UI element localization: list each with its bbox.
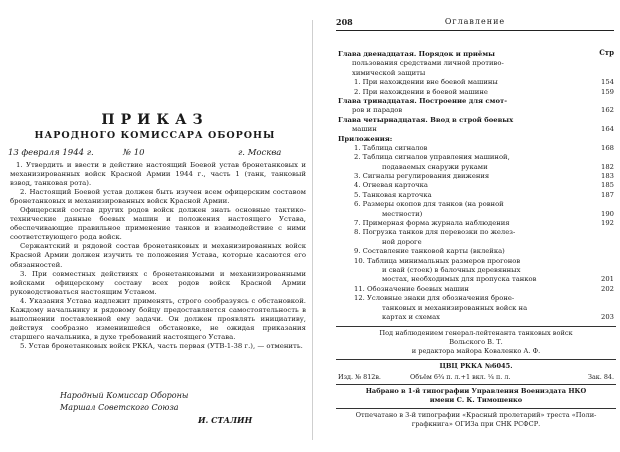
order-subtitle: НАРОДНОГО КОМИССАРА ОБОРОНЫ	[34, 130, 276, 141]
toc-entry	[338, 266, 614, 275]
toc-entry	[338, 163, 614, 172]
toc-entry-text: Глава тринадцатая. Построение для смот-	[338, 96, 508, 105]
toc-entry-text: 1. Таблица сигналов	[354, 143, 428, 152]
running-header	[336, 16, 614, 31]
order-paragraph: 2. Настоящий Боевой устав должен быть изучен всем офицерским составом бронетанковых и механизированных войск Красной Армии.	[10, 188, 306, 206]
imprint-izd: Изд. № 812в.	[338, 373, 381, 381]
signature-block	[60, 390, 300, 426]
right-page	[318, 0, 620, 452]
imprint-printing-4: графкнига» ОГИЗа при СНК РСФСР.	[411, 420, 541, 428]
order-body	[10, 161, 306, 351]
toc-entry-page: 159	[601, 87, 614, 96]
toc-entry	[338, 125, 614, 134]
order-paragraph: 3. При совместных действиях с бронетанковыми и механизированными войсками офицерскому составу всех родов войск Красной Армии руководствоваться настоящим Уставом.	[10, 269, 306, 296]
toc-entry-page: 154	[601, 78, 614, 87]
order-number: № 10	[123, 148, 145, 158]
toc-chapter	[338, 135, 614, 144]
toc-entry-text: 12. Условные знаки для обозначения броне-	[354, 294, 515, 303]
toc-entry	[338, 238, 614, 247]
imprint-rule	[336, 326, 616, 327]
toc-entry-text: мостах, необходимых для пропуска танков	[382, 275, 537, 284]
toc-entry-page: 203	[601, 312, 614, 321]
order-date: 13 февраля 1944 г.	[8, 148, 94, 158]
toc-entry	[338, 313, 614, 322]
imprint-rule	[336, 408, 616, 409]
imprint-tsbu: ЦВЦ РККА №6045.	[439, 362, 513, 370]
toc-rows	[338, 50, 614, 322]
toc-entry	[338, 106, 614, 115]
toc-entry	[338, 78, 614, 87]
imprint-volume: Объём 6¾ п. л.+1 вкл. ¼ п. л.	[410, 373, 511, 381]
order-paragraph: 1. Утвердить и ввести в действие настоящий Боевой устав бронетанковых и механизированных войск Красной Армии 1944 г., часть 1 (танк, танковый взвод, танковая рота).	[10, 161, 306, 188]
toc-entry-page: 185	[601, 181, 614, 190]
section-title: Оглавление	[444, 17, 506, 26]
toc-entry	[338, 247, 614, 256]
order-paragraph: Офицерский состав других родов войск должен знать основные тактико-технические данные боевых машин и положения настоящего Устава, обеспечивающие правильное применение танков и взаимодействие с ними соответствующего рода войск.	[10, 206, 306, 242]
toc-entry	[338, 285, 614, 294]
page-number: 208	[336, 17, 353, 27]
signature-line-2: Маршал Советского Союза	[60, 403, 179, 412]
toc-entry	[338, 228, 614, 237]
imprint-printing-3: Отпечатано в 3-й типографии «Красный пролетарий» треста «Поли-	[355, 411, 597, 419]
toc-entry-text: Приложения:	[338, 134, 393, 143]
toc-entry-text: местности)	[382, 209, 423, 218]
table-of-contents	[338, 50, 614, 322]
order-paragraph: 5. Устав бронетанковых войск РККА, часть первая (УТВ-1-38 г.), — отменить.	[20, 341, 303, 350]
toc-entry-page: 168	[601, 143, 614, 152]
toc-entry-text: Глава двенадцатая. Порядок и приёмы	[338, 50, 495, 58]
imprint-supervisor: Вольского В. Т.	[449, 338, 503, 346]
toc-entry-page: 201	[601, 275, 614, 284]
toc-entry-page: 190	[601, 209, 614, 218]
toc-entry	[338, 88, 614, 97]
toc-entry-text: 3. Сигналы регулирования движения	[354, 172, 490, 181]
imprint-supervision: Под наблюдением генерал-лейтенанта танковых войск	[379, 329, 573, 337]
toc-entry-text: и свай (стоек) в балочных деревянных	[382, 265, 521, 274]
toc-entry	[338, 210, 614, 219]
toc-entry	[338, 172, 614, 181]
toc-entry-text: 8. Погрузка танков для перевозки по желез-	[354, 228, 516, 237]
toc-entry	[338, 294, 614, 303]
imprint-printing-2: имени С. К. Тимошенко	[429, 396, 523, 404]
toc-entry-text: подаваемых снаружи руками	[382, 162, 488, 171]
toc-entry-text: 1. При нахождении вне боевой машины	[354, 78, 498, 87]
toc-entry	[338, 191, 614, 200]
order-title: ПРИКАЗ	[101, 112, 209, 128]
toc-entry-page: 164	[601, 125, 614, 134]
toc-entry-text: 9. Составление танковой карты (вклейка)	[354, 247, 505, 256]
toc-entry-text: танковых и механизированных войск на	[382, 303, 528, 312]
toc-entry-text: 7. Примерная форма журнала наблюдения	[354, 219, 510, 228]
toc-entry	[338, 59, 614, 68]
toc-entry-page: 182	[601, 162, 614, 171]
imprint-editor: и редактора майора Коваленко А. Ф.	[411, 347, 541, 355]
order-paragraph: 4. Указания Устава надлежит применять, строго сообразуясь с обстановкой. Каждому начальнику и рядовому бойцу предоставляется самостоятельность в выполнении поставленной ему задачи. Он должен проявлять инициативу, действуя сообразно изменившейся обстановке, не ожидая приказания старшего начальника, в духе требований настоящего Устава.	[10, 296, 306, 341]
toc-entry-text: пользования средствами личной противо-	[352, 59, 504, 68]
toc-entry	[338, 304, 614, 313]
toc-entry-text: Глава четырнадцатая. Ввод в строй боевых	[338, 115, 514, 124]
toc-entry-text: 2. Таблица сигналов управления машиной,	[354, 153, 510, 162]
order-paragraph: Сержантский и рядовой состав бронетанковых и механизированных войск Красной Армии должен изучить те положения Устава, которые касаются его обязанностей.	[10, 242, 306, 269]
toc-chapter	[338, 50, 614, 59]
imprint-rule	[336, 384, 616, 385]
page-column-header: Стр	[599, 48, 614, 57]
toc-entry	[338, 69, 614, 78]
toc-entry-text: ной дороге	[382, 237, 422, 246]
toc-entry-page: 192	[601, 219, 614, 228]
toc-entry-text: химической защиты	[352, 68, 426, 77]
imprint-order: Зак. 84.	[587, 373, 614, 381]
toc-entry-text: 5. Танковая карточка	[354, 190, 432, 199]
toc-entry	[338, 181, 614, 190]
toc-entry-page: 183	[601, 172, 614, 181]
toc-entry	[338, 200, 614, 209]
toc-entry	[338, 257, 614, 266]
toc-chapter	[338, 116, 614, 125]
toc-entry	[338, 275, 614, 284]
toc-entry-page: 162	[601, 106, 614, 115]
toc-entry-text: 2. При нахождении в боевой машине	[354, 87, 488, 96]
imprint-rule	[336, 359, 616, 360]
signature-name: И. СТАЛИН	[198, 415, 253, 425]
page-gutter	[312, 20, 313, 440]
order-city: г. Москва	[238, 148, 282, 158]
toc-entry	[338, 144, 614, 153]
signature-line-1: Народный Комиссар Обороны	[60, 391, 189, 400]
imprint-printing-1: Набрано в 1-й типографии Управления Воениздата НКО	[365, 387, 587, 395]
toc-entry-text: 11. Обозначение боевых машин	[354, 284, 469, 293]
toc-entry-text: машин	[352, 125, 377, 134]
toc-entry	[338, 219, 614, 228]
toc-entry-page: 187	[601, 190, 614, 199]
toc-entry	[338, 153, 614, 162]
toc-entry-page: 202	[601, 284, 614, 293]
toc-entry-text: картах и схемах	[382, 312, 440, 321]
toc-chapter	[338, 97, 614, 106]
toc-entry-text: 10. Таблица минимальных размеров прогонов	[354, 256, 521, 265]
toc-entry-text: 6. Размеры окопов для танков (на ровной	[354, 200, 504, 209]
toc-entry-text: 4. Огневая карточка	[354, 181, 428, 190]
toc-entry-text: ров и парадов	[352, 106, 403, 115]
